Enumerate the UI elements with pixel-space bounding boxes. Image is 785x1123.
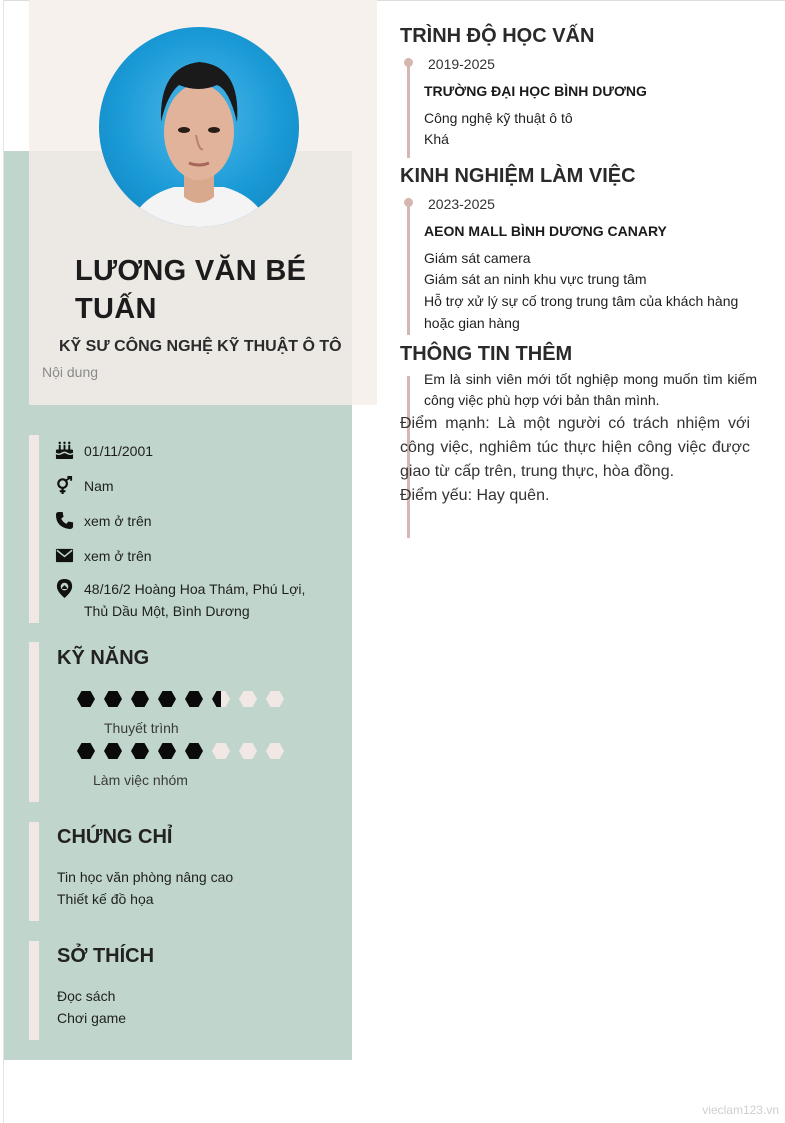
hobbies-card-accent bbox=[29, 941, 39, 1040]
rating-hex bbox=[239, 691, 257, 707]
experience-duty: Giám sát an ninh khu vực trung tâm bbox=[424, 271, 647, 287]
education-period: 2019-2025 bbox=[428, 56, 495, 72]
weaknesses-text: Điểm yếu: Hay quên. bbox=[400, 487, 550, 504]
extra-intro: Em là sinh viên mới tốt nghiệp mong muốn tìm kiếm công việc phù hợp với bản thân mình. bbox=[424, 371, 757, 408]
gender-icon bbox=[54, 475, 74, 495]
education-major: Công nghệ kỹ thuật ô tô bbox=[424, 110, 573, 126]
rating-hex bbox=[104, 743, 122, 759]
skill-rating-presentation bbox=[77, 691, 293, 707]
experience-title: KINH NGHIỆM LÀM VIỆC bbox=[400, 165, 636, 187]
rating-hex bbox=[158, 691, 176, 707]
phone-text: xem ở trên bbox=[84, 513, 152, 529]
skill-rating-teamwork bbox=[77, 743, 293, 759]
birthday-text: 01/11/2001 bbox=[84, 443, 154, 459]
rating-hex bbox=[185, 691, 203, 707]
rating-hex bbox=[131, 691, 149, 707]
hobby-item: Đọc sách bbox=[57, 988, 116, 1004]
phone-icon bbox=[54, 510, 74, 530]
experience-duty: Hỗ trợ xử lý sự cố trong trung tâm của khách hàng bbox=[424, 293, 739, 309]
education-timeline bbox=[407, 58, 410, 158]
experience-timeline bbox=[407, 198, 410, 335]
gender-row bbox=[54, 475, 329, 497]
certificate-item: Tin học văn phòng nâng cao bbox=[57, 869, 234, 885]
rating-hex bbox=[131, 743, 149, 759]
email-icon bbox=[54, 545, 74, 565]
experience-period: 2023-2025 bbox=[428, 196, 495, 212]
experience-duty: hoặc gian hàng bbox=[424, 315, 520, 331]
phone-row bbox=[54, 510, 329, 532]
education-grade: Khá bbox=[424, 131, 449, 147]
avatar bbox=[99, 27, 299, 227]
watermark: vieclam123.vn bbox=[702, 1103, 779, 1117]
skill-label-teamwork: Làm việc nhóm bbox=[93, 772, 188, 788]
birthday-row bbox=[54, 440, 329, 462]
rating-hex bbox=[266, 691, 284, 707]
sub-content-placeholder: Nội dung bbox=[42, 364, 99, 380]
portrait-image bbox=[99, 27, 299, 227]
strengths-text: Điểm mạnh: Là một người có trách nhiệm với công việc, nghiêm túc thực hiện công việc được giao từ cấp trên, trung thực, hòa đồng. bbox=[400, 415, 750, 480]
certificates-card-accent bbox=[29, 822, 39, 921]
address-text: 48/16/2 Hoàng Hoa Thám, Phú Lợi, Thủ Dầu Một, Bình Dương bbox=[84, 581, 306, 619]
skill-label-presentation: Thuyết trình bbox=[104, 720, 179, 736]
location-icon bbox=[54, 578, 74, 598]
rating-hex bbox=[77, 743, 95, 759]
experience-duty: Giám sát camera bbox=[424, 250, 531, 266]
experience-timeline-dot bbox=[404, 198, 413, 207]
rating-hex bbox=[77, 691, 95, 707]
education-timeline-dot bbox=[404, 58, 413, 67]
contact-card-accent bbox=[29, 435, 39, 623]
rating-hex bbox=[266, 743, 284, 759]
address-row bbox=[54, 578, 329, 622]
email-text: xem ở trên bbox=[84, 548, 152, 564]
rating-hex bbox=[212, 691, 230, 707]
gender-text: Nam bbox=[84, 478, 114, 494]
hobby-item: Chơi game bbox=[57, 1010, 127, 1026]
skills-title: KỸ NĂNG bbox=[57, 647, 150, 669]
cake-icon bbox=[54, 440, 74, 460]
job-title: KỸ SƯ CÔNG NGHỆ KỸ THUẬT Ô TÔ bbox=[59, 338, 342, 355]
rating-hex bbox=[239, 743, 257, 759]
rating-hex bbox=[104, 691, 122, 707]
rating-hex bbox=[185, 743, 203, 759]
skills-card-accent bbox=[29, 642, 39, 802]
education-school: TRƯỜNG ĐẠI HỌC BÌNH DƯƠNG bbox=[424, 83, 647, 99]
experience-company: AEON MALL BÌNH DƯƠNG CANARY bbox=[424, 223, 667, 239]
hobbies-title: SỞ THÍCH bbox=[57, 945, 155, 967]
candidate-name: LƯƠNG VĂN BÉ TUẤN bbox=[75, 255, 307, 325]
certificate-item: Thiết kế đồ họa bbox=[57, 891, 154, 907]
email-row bbox=[54, 545, 329, 567]
education-title: TRÌNH ĐỘ HỌC VẤN bbox=[400, 25, 595, 47]
extra-info-title: THÔNG TIN THÊM bbox=[400, 343, 573, 365]
certificates-title: CHỨNG CHỈ bbox=[57, 826, 173, 848]
rating-hex bbox=[212, 743, 230, 759]
rating-hex bbox=[158, 743, 176, 759]
